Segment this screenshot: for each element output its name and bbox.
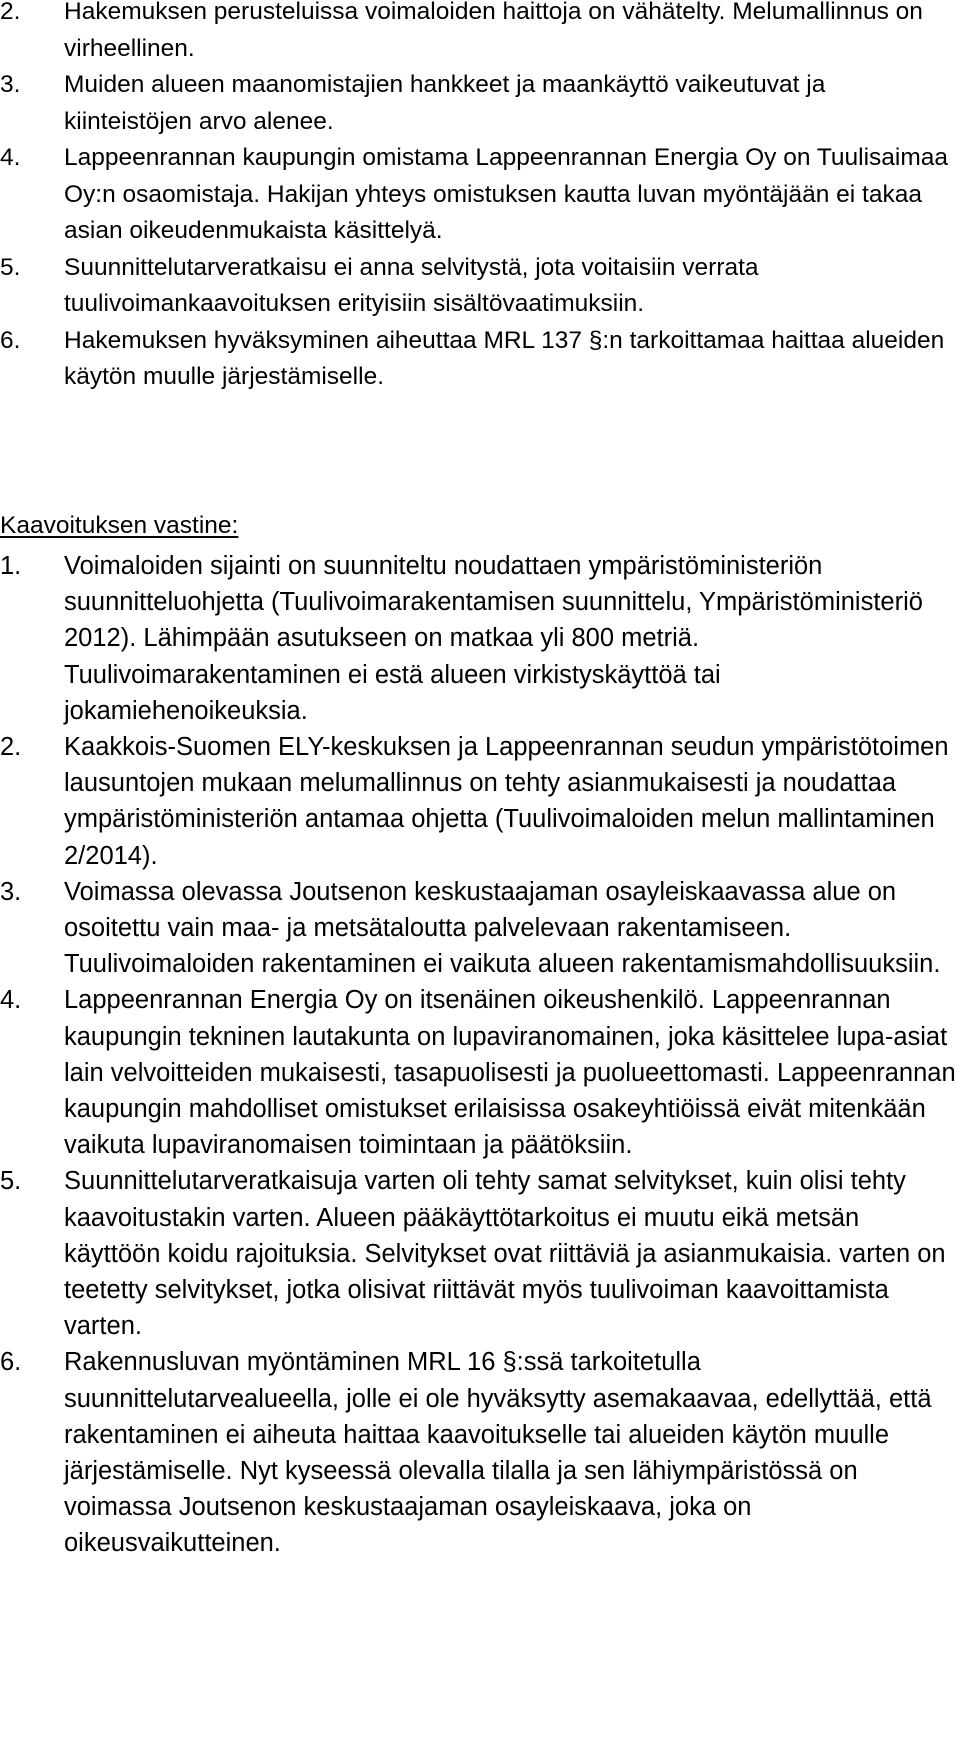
response-list xyxy=(0,548,958,1562)
objection-item xyxy=(0,140,958,250)
objection-number: 4. xyxy=(0,144,21,171)
objection-text: Suunnittelutarveratkaisu ei anna selvitystä, jota voitaisiin verrata tuulivoimankaavoituksen erityisiin sisältövaatimuksiin. xyxy=(64,253,759,317)
response-item xyxy=(0,982,958,1163)
objection-text: Hakemuksen hyväksyminen aiheuttaa MRL 137 §:n tarkoittamaa haittaa alueiden käytön muulle järjestämiselle. xyxy=(64,326,945,390)
response-item xyxy=(0,1163,958,1344)
response-number: 4. xyxy=(0,986,22,1015)
objection-list xyxy=(0,0,958,396)
objection-item xyxy=(0,323,958,396)
response-text: Voimassa olevassa Joutsenon keskustaajaman osayleiskaavassa alue on osoitettu vain maa- ja metsätaloutta palvelevaan rakentamiseen. Tuulivoimaloiden rakentaminen ei vaikuta alueen rakentamismahdollisuuksiin. xyxy=(64,877,941,979)
response-number: 6. xyxy=(0,1348,22,1377)
objection-number: 5. xyxy=(0,253,21,281)
response-text: Suunnittelutarveratkaisuja varten oli tehty samat selvitykset, kuin olisi tehty kaavoitustakin varten. Alueen pääkäyttötarkoitus ei muutu eikä metsän käyttöön koidu rajoituksia. Selvitykset ovat riittäviä ja asianmukaisia. varten on teetetty selvitykset, jotka olisivat riittävät myös tuulivoiman kaavoittamista varten. xyxy=(64,1167,946,1341)
response-text: Kaakkois-Suomen ELY-keskuksen ja Lappeenrannan seudun ympäristötoimen lausuntojen mukaan melumallinnus on tehty asianmukaisesti ja noudattaa ympäristöministeriön antamaa ohjetta (Tuulivoimaloiden melun mallintaminen 2/2014). xyxy=(64,733,949,870)
response-number: 5. xyxy=(0,1167,22,1196)
response-item xyxy=(0,548,958,729)
objection-number: 2. xyxy=(0,0,21,25)
response-heading: Kaavoituksen vastine: xyxy=(0,512,239,539)
response-text: Lappeenrannan Energia Oy on itsenäinen oikeushenkilö. Lappeenrannan kaupungin tekninen lautakunta on lupaviranomainen, joka käsittelee lupa-asiat lain velvoitteiden mukaisesti, tasapuolisesti ja puolueettomasti. Lappeenrannan kaupungin mahdolliset omistukset erilaisissa osakeyhtiöissä eivät mitenkään vaikuta lupaviranomaisen toimintaan ja päätöksiin. xyxy=(64,986,956,1160)
response-number: 1. xyxy=(0,552,22,580)
response-number: 3. xyxy=(0,877,22,906)
response-text: Rakennusluvan myöntäminen MRL 16 §:ssä tarkoitetulla suunnittelutarvealueella, jolle ei ole hyväksytty asemakaavaa, edellyttää, että rakentaminen ei aiheuta haittaa kaavoitukselle tai alueiden käytön muulle järjestämiselle. Nyt kyseessä olevalla tilalla ja sen lähiympäristössä on voimassa Joutsenon keskustaajaman osayleiskaava, joka on oikeusvaikutteinen. xyxy=(64,1348,932,1558)
response-number: 2. xyxy=(0,733,22,762)
objection-item xyxy=(0,250,958,323)
response-item xyxy=(0,729,958,874)
objection-text: Muiden alueen maanomistajien hankkeet ja maankäyttö vaikeutuvat ja kiinteistöjen arvo alenee. xyxy=(64,71,826,135)
objection-text: Lappeenrannan kaupungin omistama Lappeenrannan Energia Oy on Tuulisaimaa Oy:n osaomistaja. Hakijan yhteys omistuksen kautta luvan myöntäjään ei takaa asian oikeudenmukaista käsittelyä. xyxy=(64,144,948,244)
objection-item xyxy=(0,0,958,67)
objection-number: 6. xyxy=(0,326,21,354)
response-item xyxy=(0,1344,958,1561)
response-item xyxy=(0,874,958,983)
objection-number: 3. xyxy=(0,71,21,98)
objection-text: Hakemuksen perusteluissa voimaloiden haittoja on vähätelty. Melumallinnus on virheellinen. xyxy=(64,0,923,62)
objection-item xyxy=(0,67,958,140)
response-text: Voimaloiden sijainti on suunniteltu noudattaen ympäristöministeriön suunnitteluohjetta (Tuulivoimarakentamisen suunnittelu, Ympäristöministeriö 2012). Lähimpään asutukseen on matkaa yli 800 metriä. Tuulivoimarakentaminen ei estä alueen virkistyskäyttöä tai jokamiehenoikeuksia. xyxy=(64,552,923,725)
